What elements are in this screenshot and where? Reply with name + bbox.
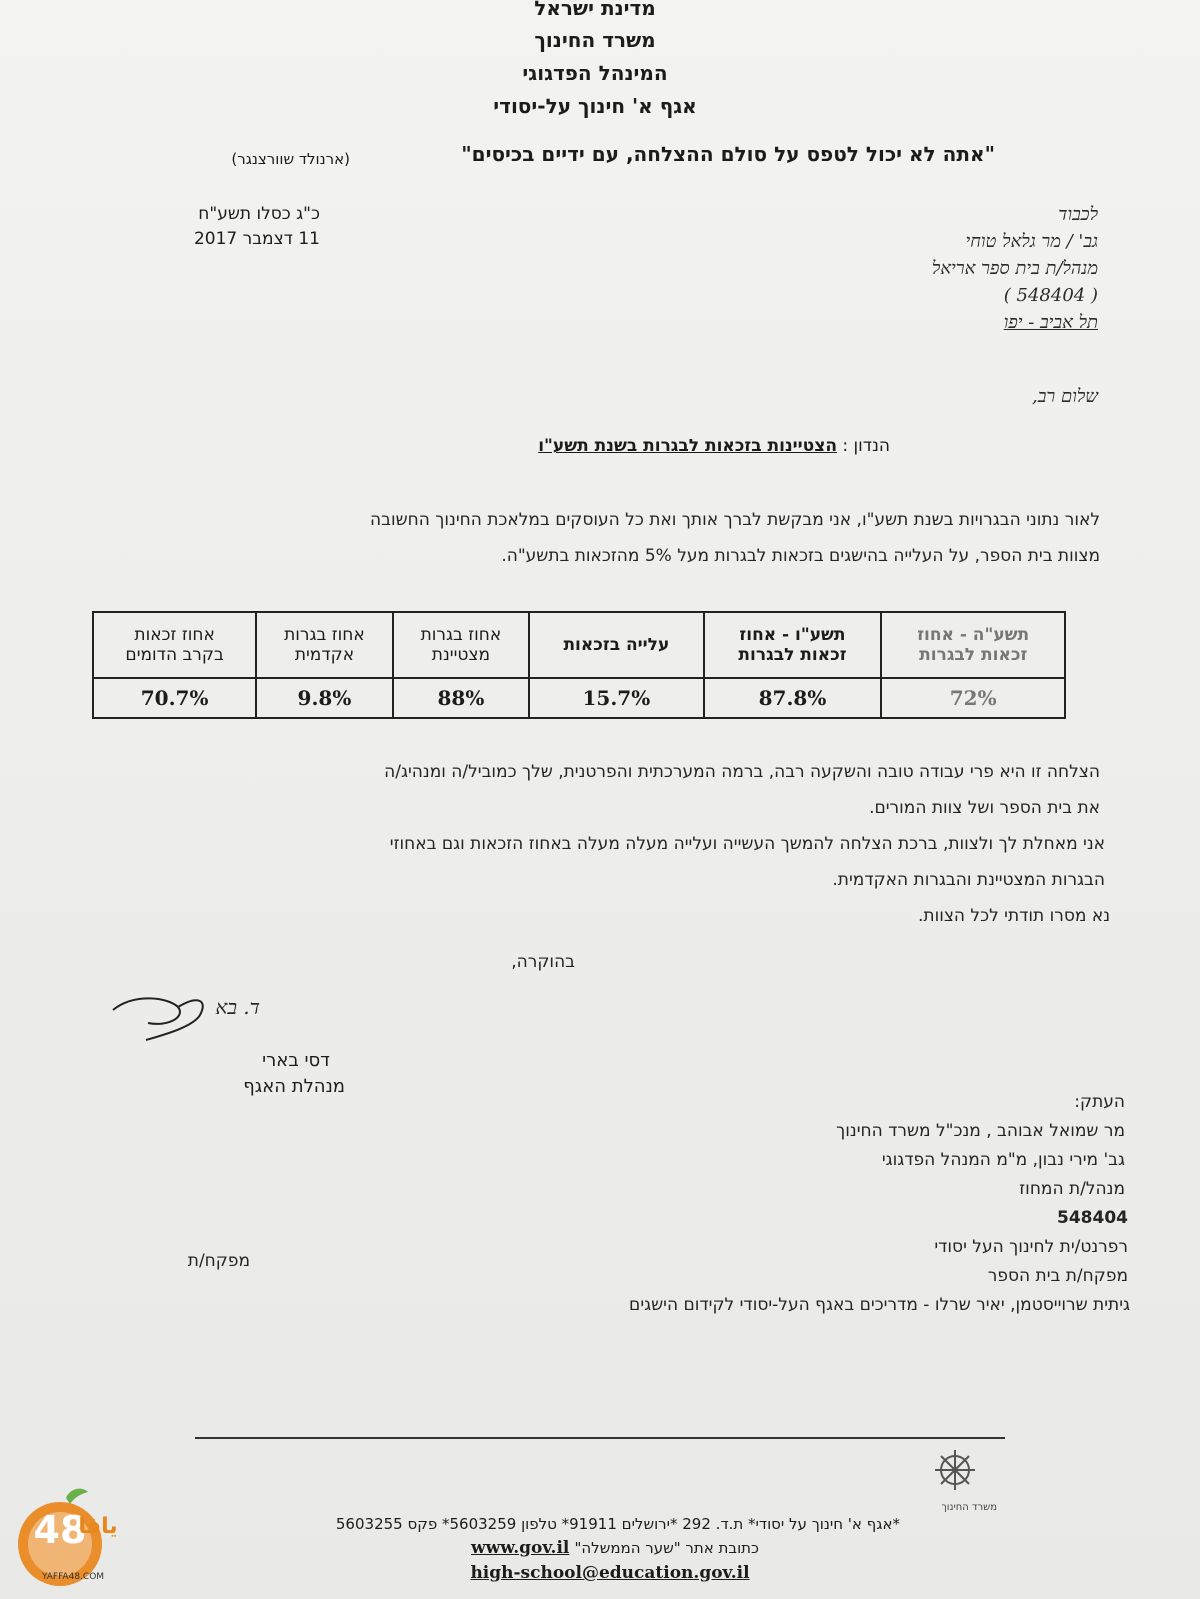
body-p2-line-2: הבגרות המצטיינת והבגרות האקדמית. (832, 870, 1105, 890)
table-header-cell: תשע"ה - אחוז זכאות לבגרות (881, 612, 1065, 678)
footer-site-label: כתובת אתר "שער הממשלה" (574, 1539, 759, 1557)
cc-line: מפקח/ת בית הספר (987, 1266, 1128, 1286)
logo-number: 48 (33, 1508, 87, 1552)
recipient-city: תל אביב - יפו (1003, 312, 1098, 333)
body-p1-line-2: את בית הספר ושל צוות המורים. (869, 798, 1100, 818)
subject-line (380, 436, 890, 456)
table-cell: 15.7% (529, 678, 703, 718)
body-p3: נא מסרו תודתי לכל הצוות. (918, 906, 1110, 926)
intro-line-2: מצוות בית הספר, על העלייה בהישגים בזכאות לבגרות מעל 5% מהזכאות בתשע"ה. (501, 546, 1100, 566)
date-gregorian: 11 דצמבר 2017 (193, 229, 320, 249)
table-header-cell: עלייה בזכאות (529, 612, 703, 678)
table-cell: 9.8% (256, 678, 392, 718)
quote-text: "אתה לא יכול לטפס על סולם ההצלחה, עם ידיים בכיסים" (461, 142, 995, 166)
cc-line: רפרנט/ית לחינוך העל יסודי (934, 1237, 1128, 1257)
signer-title: מנהלת האגף (243, 1076, 345, 1097)
table-cell: 70.7% (93, 678, 256, 718)
footer-divider (195, 1437, 1005, 1439)
yaffa48-logo (8, 1486, 128, 1590)
footer-email-link[interactable]: high-school@education.gov.il (470, 1563, 750, 1583)
header-division: אגף א' חינוך על-יסודי (493, 94, 697, 118)
subject-text: הצטיינות בזכאות לבגרות בשנת תשע"ו (538, 436, 837, 456)
recipient-to: לכבוד (1058, 204, 1098, 225)
body-p1-line-1: הצלחה זו היא פרי עבודה טובה והשקעה רבה, ברמה המערכתית והפרטנית, שלך כמוביל/ה ומנהיג/ה (384, 762, 1100, 782)
recipient-school-code: ( 548404 ) (1003, 285, 1098, 306)
recipient-name: גב' / מר גלאל טוחי (965, 231, 1098, 252)
cc-line: מר שמואל אבוהב , מנכ"ל משרד החינוך (836, 1121, 1125, 1141)
header-state: מדינת ישראל (534, 0, 656, 20)
results-table (92, 611, 1066, 719)
table-header-cell: אחוז בגרות מצטיינת (393, 612, 529, 678)
logo-arabic: يافا (78, 1514, 118, 1539)
table-header-cell: תשע"ו - אחוז זכאות לבגרות (704, 612, 882, 678)
table-header-row (93, 612, 1065, 678)
cc-left-label: מפקח/ת (187, 1251, 250, 1271)
emblem-caption: משרד החינוך (941, 1502, 997, 1513)
cc-line: 548404 (1057, 1208, 1128, 1228)
footer-address: *אגף א' חינוך על יסודי* ת.ד. 292 *ירושלים 91911* טלפון 5603259* פקס 5603255 (335, 1515, 900, 1533)
cc-line: גב' מירי נבון, מ"מ המנהל הפדגוגי (881, 1150, 1125, 1170)
header-ministry: משרד החינוך (534, 28, 656, 52)
table-cell: 87.8% (704, 678, 882, 718)
quote-author: (ארנולד שוורצנגר) (231, 150, 350, 168)
table-values-row (93, 678, 1065, 718)
header-administration: המינהל הפדגוגי (522, 61, 668, 85)
table-cell: 88% (393, 678, 529, 718)
cc-label: העתק: (1074, 1092, 1125, 1112)
recipient-school: מנהל/ת בית ספר אריאל (931, 258, 1098, 279)
body-p2-line-1: אני מאחלת לך ולצוות, ברכת הצלחה להמשך העשייה ועלייה מעלה מעלה באחוז הזכאות וגם באחוזי (389, 834, 1105, 854)
date-hebrew: כ"ג כסלו תשע"ח (198, 204, 320, 224)
cc-line: גיתית שרוייסטמן, יאיר שרלו - מדריכים באגף העל-יסודי לקידום הישגים (629, 1295, 1130, 1315)
footer-site-line (440, 1538, 790, 1558)
closing: בהוקרה, (511, 952, 575, 972)
intro-line-1: לאור נתוני הבגרויות בשנת תשע"ו, אני מבקשת לברך אותך ואת כל העוסקים במלאכת החינוך החשובה (370, 510, 1100, 530)
greeting: שלום רב, (1032, 386, 1098, 407)
footer-site-link[interactable]: www.gov.il (471, 1538, 570, 1558)
signature-initials: ד. בא (215, 995, 260, 1019)
table-header-cell: אחוז בגרות אקדמית (256, 612, 392, 678)
cc-line: מנהל/ת המחוז (1019, 1179, 1125, 1199)
table-cell: 72% (881, 678, 1065, 718)
signer-name: דסי בארי (262, 1050, 330, 1071)
logo-url: YAFFA48.COM (41, 1572, 105, 1582)
menorah-emblem-icon (915, 1440, 995, 1510)
subject-label: הנדון : (842, 436, 890, 456)
table-header-cell: אחוז זכאות בקרב הדומים (93, 612, 256, 678)
